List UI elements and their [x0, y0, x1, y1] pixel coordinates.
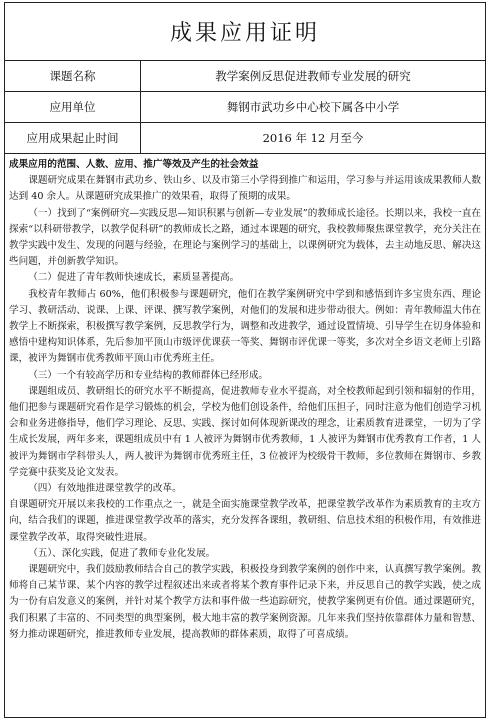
- content-paragraph: 课题研究中，我们鼓励教师结合自己的教学实践，积极投身到教学案例的创作中来，认真撰写教学案例。教师将自己某节课、某个内容的教学过程叙述出来或者将某个教育事件记录下来，并反思自己的教学实践，使之成为一份有启发意义的案例，并针对某个教学方法和事件做一些追踪研究，使教学案例更有价值。通过课题研究，我们积累了丰富的、不同类型的典型案例，极大地丰富的教学案例资源。几年来我们坚持依靠群体力量和智慧、努力推动课题研究，推进教师专业发展，提高教师的群体素质，取得了可喜成绩。: [9, 564, 481, 640]
- content-paragraph: 课题研究成果在舞钢市武功乡、铁山乡、以及市第三小学得到推广和运用，学习参与并运用该成果教师人数达到 40 余人。从课题研究成果推广的效果看，取得了预期的成果。: [9, 175, 481, 203]
- content-paragraph: （四）有效地推进课堂教学的改革。: [28, 483, 182, 495]
- field-value: 教学案例反思促进教师专业发展的研究: [215, 69, 411, 83]
- field-row-application-unit: [5, 92, 485, 123]
- field-label: 课题名称: [5, 61, 141, 91]
- field-value: 舞钢市武功乡中心校下属各中小学: [226, 100, 400, 114]
- content-paragraph: （五）、深化实践，促进了教师专业化发展。: [28, 547, 216, 559]
- certificate-form: [4, 2, 486, 718]
- content-paragraph: （一）找到了“案例研究—实践反思—知识积累与创新—专业发展”的教师成长途径。长期以来，我校一直在探索“以科研带教学，以教学促科研”的教师成长之路，通过本课题的研究，我校教师聚焦课堂教学，充分关注在教学实践中发生、发现的问题与经验，在理论与案例学习的基础上，以课例研究为载体，去主动地反思、解决这些问题，并创新教学知识。: [9, 207, 481, 268]
- field-label: 应用单位: [5, 92, 141, 122]
- field-value: 2016 年 12 月至今: [262, 131, 364, 145]
- content-paragraph: 自课题研究开展以来我校的工作重点之一，就是全面实施课堂教学改革，把课堂教学改革作为素质教育的主攻方向，结合我们的课题，推进课堂教学改革的落实，充分发挥各课组，教研组、信息技术组的积极作用，有效推进课堂教学改革，取得突破性进展。: [9, 499, 481, 543]
- field-row-project-name: [5, 61, 485, 92]
- field-row-application-period: [5, 123, 485, 154]
- content-paragraph: 课题组成员、教研组长的研究水平不断提高，促进教师专业水平提高，对全校教师起到引领和辐射的作用，他们把参与课题研究看作是学习锻炼的机会，学校为他们创设条件，给他们压担子，同时注意为他们创造学习机会和业务进修指导，他们学习理论、反思、实践、探讨如何体现新课改的理念，让素质教育进课堂，一切为了学生成长发展，两年多来，课题组成员中有 1 人被评为舞钢市优秀教师，1 人被评为舞钢市优秀教育工作者，1 人被评为舞钢市学科带头人，两人被评为舞钢市优秀班主任，3 位被评为校级骨干教师，多位教师在舞钢市、乡教学竞赛中获奖及论文发表。: [9, 385, 481, 478]
- content-paragraph: （二）促进了青年教师快速成长，素质显著提高。: [28, 272, 240, 284]
- content-paragraph: （三）一个有较高学历和专业结构的教师群体已经形成。: [28, 369, 269, 381]
- content-paragraph: 我校青年教师占 60%，他们积极参与课题研究，他们在教学案例研究中学到和感悟到许多宝贵东西、理论学习、教研活动、说课、上课、评课、撰写教学案例，对他们的发展和进步带动很大。例如：青年教师温大伟在教学上不断探索，积极撰写教学案例，反思教学行为，调整和改进教学，通过设置情境、引导学生在切身体验和感悟中建构知识体系，先后参加平顶山市级评优课获一等奖、舞钢市评优课一等奖，多次对全乡语文老师上引路课，被评为舞钢市优秀教师平顶山市优秀班主任。: [9, 288, 481, 365]
- content-heading: 成果应用的范围、人数、应用、推广等效及产生的社会效益: [9, 159, 259, 170]
- field-label: 应用成果起止时间: [5, 123, 141, 153]
- content-section: [5, 154, 485, 643]
- document-title: 成果应用证明: [5, 3, 485, 61]
